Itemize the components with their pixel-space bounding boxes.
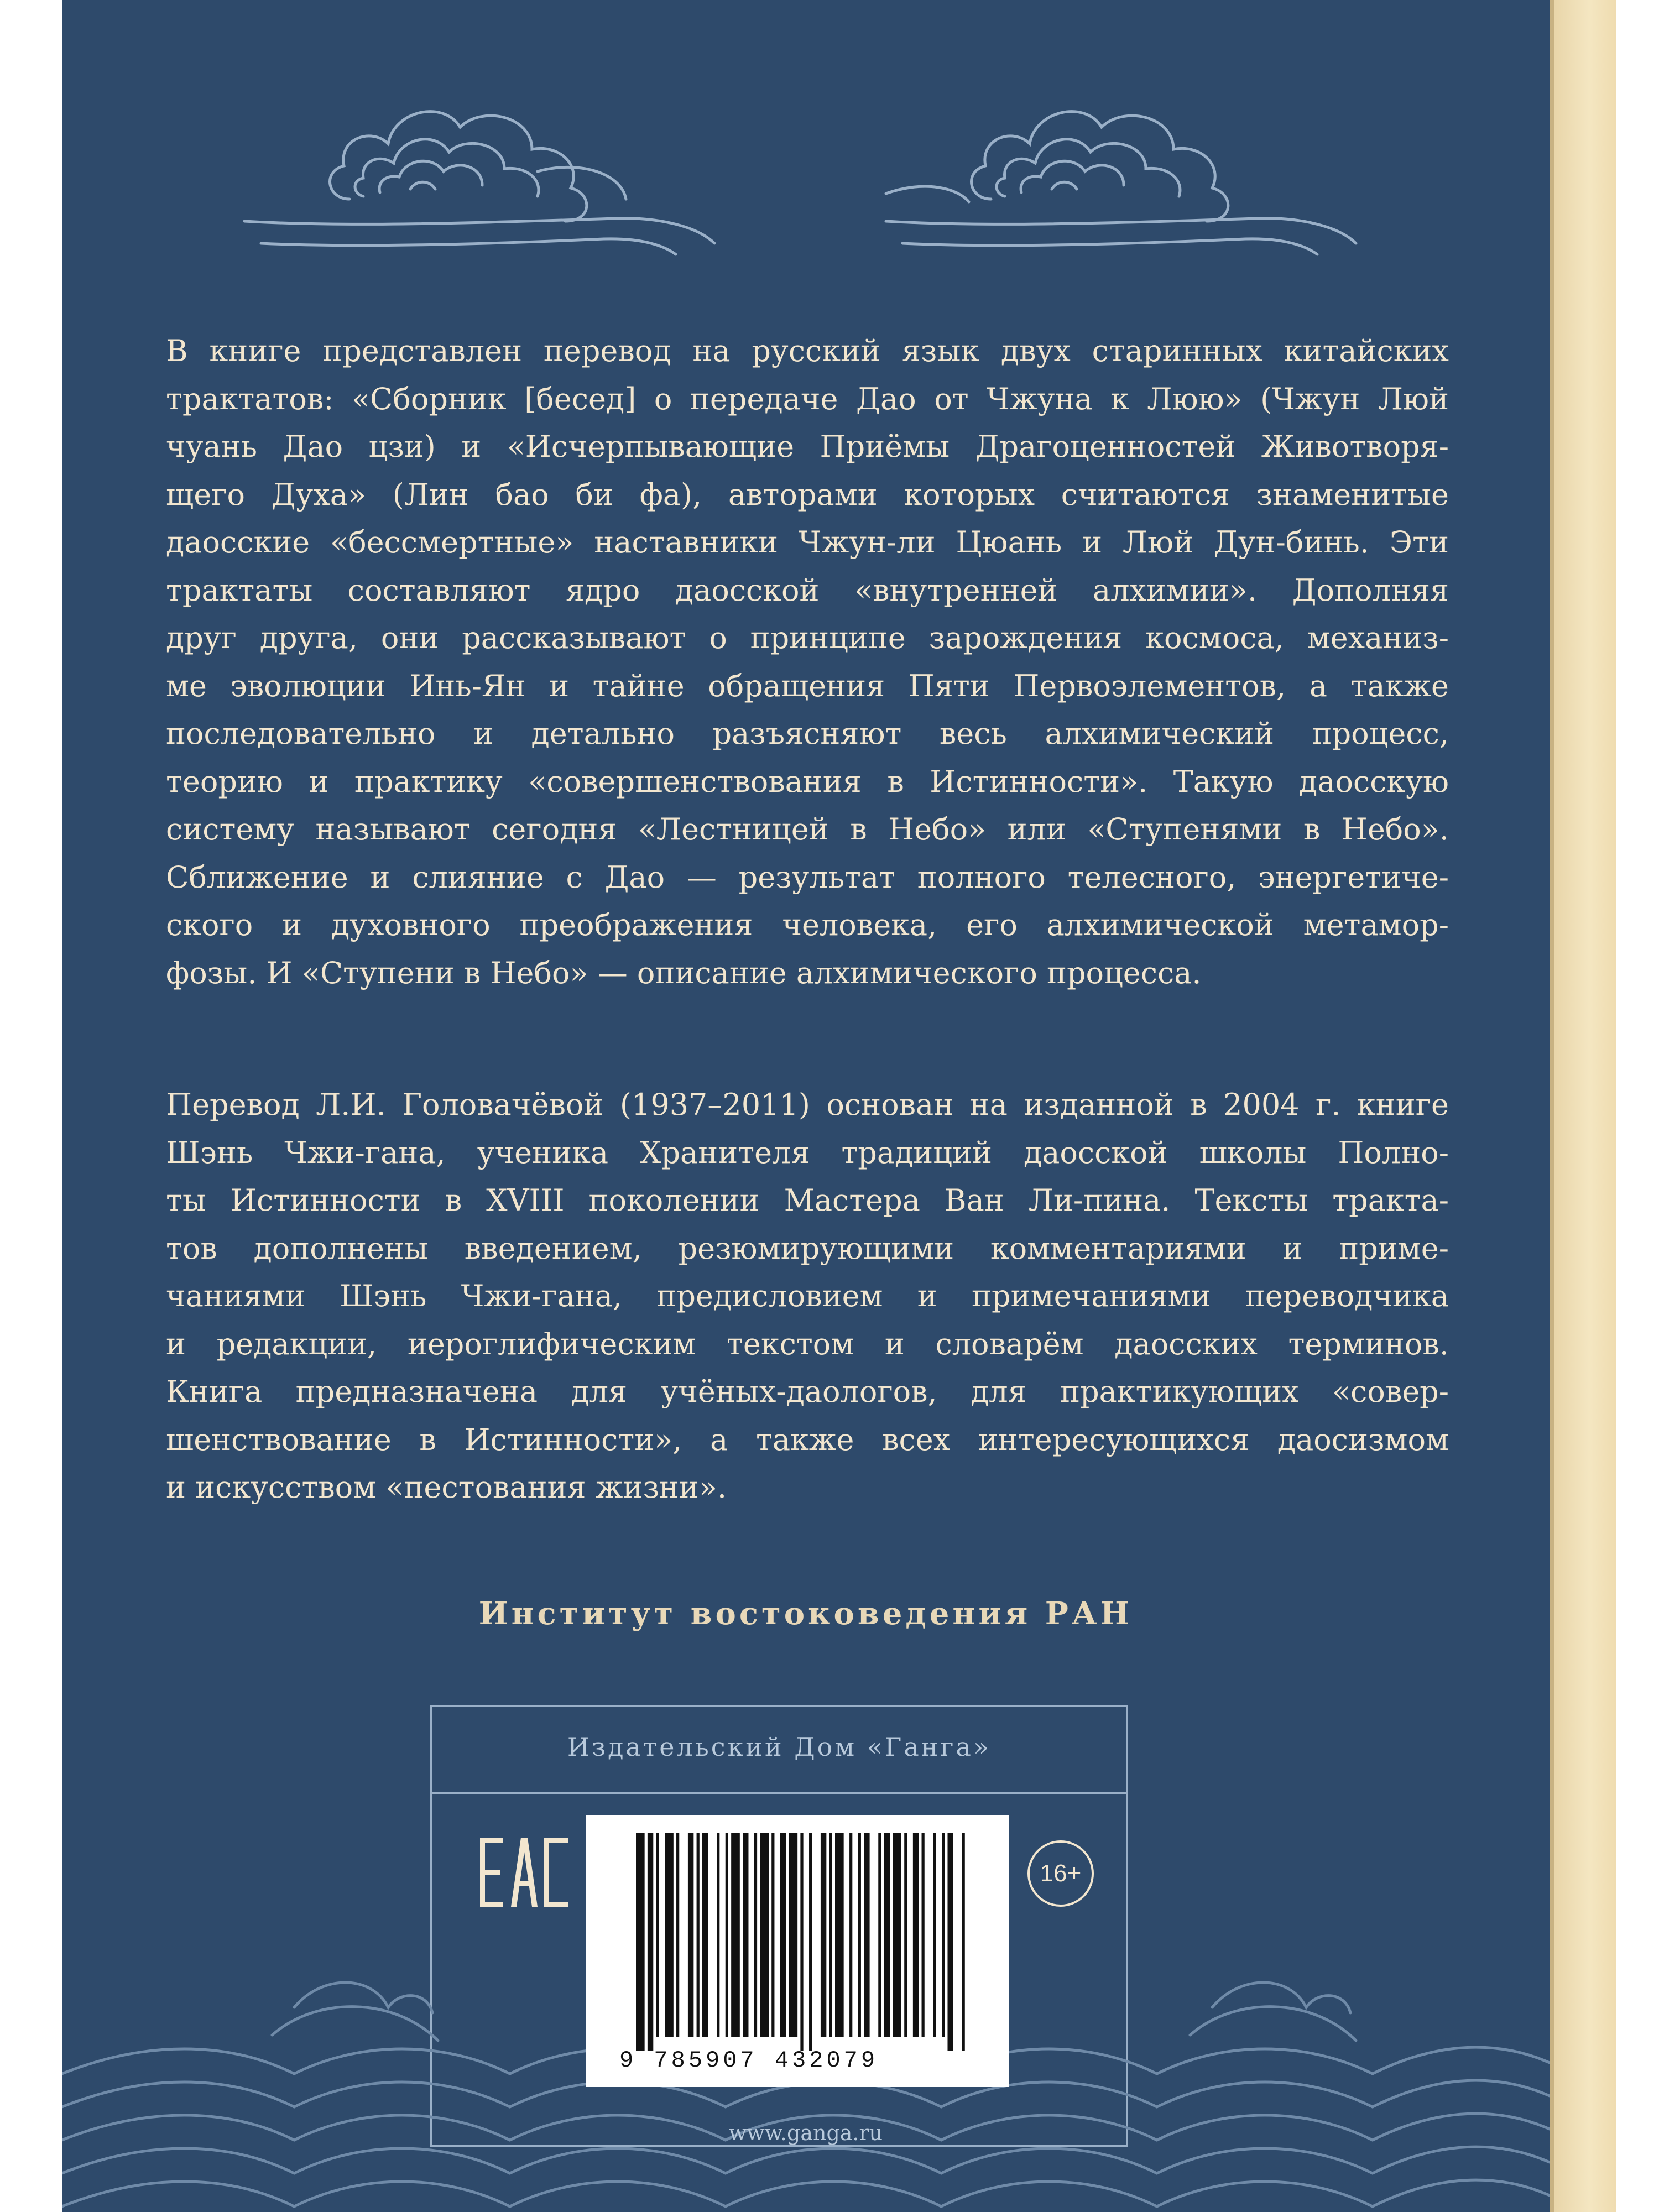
- barcode-bar: [830, 1833, 832, 2037]
- barcode-bar: [884, 1833, 890, 2037]
- barcode-bar: [933, 1833, 936, 2037]
- text-line: и искусством «пестования жизни».: [166, 1470, 727, 1505]
- barcode-bar: [743, 1833, 748, 2037]
- cloud-ornament-icon: [62, 61, 1550, 271]
- barcode-bar: [760, 1833, 769, 2037]
- barcode-bar: [835, 1833, 844, 2037]
- barcode-icon: [636, 1833, 968, 2051]
- text-line: В книге представлен перевод на русский язык двух старинных китайских: [166, 333, 1449, 368]
- text-line: даосские «бессмертные» наставники Чжун-ли Цюань и Люй Дун-бинь. Эти: [166, 525, 1449, 560]
- text-line: чуань Дао цзи) и «Исчерпывающие Приёмы Драгоценностей Животворя-: [166, 429, 1449, 464]
- barcode-bar: [648, 1833, 653, 2051]
- barcode-bar: [962, 1833, 965, 2051]
- barcode-bar: [697, 1833, 700, 2037]
- text-line: фозы. И «Ступени в Небо» — описание алхимического процесса.: [166, 955, 1202, 990]
- barcode-number: 9 785907 432079: [619, 2047, 879, 2074]
- barcode-bar: [864, 1833, 869, 2037]
- text-line: трактаты составляют ядро даосской «внутренней алхимии». Дополняя: [166, 572, 1449, 608]
- barcode-bar: [878, 1833, 881, 2037]
- barcode-bar: [789, 1833, 798, 2037]
- publisher-divider: [430, 1792, 1128, 1794]
- barcode-bar: [726, 1833, 728, 2037]
- cover-edge-shadow: [1550, 0, 1554, 2212]
- text-line: теорию и практику «совершенствования в Истинности». Такую даосскую: [166, 764, 1449, 799]
- eac-mark-icon: [480, 1838, 568, 1907]
- text-line: ского и духовного преображения человека, его алхимической метамор-: [166, 907, 1449, 942]
- barcode-bar: [688, 1833, 693, 2037]
- text-line: трактатов: «Сборник [бесед] о передаче Дао от Чжуна к Люю» (Чжун Люй: [166, 381, 1449, 416]
- barcode-bar: [849, 1833, 852, 2037]
- text-line: Книга предназначена для учёных-даологов, для практикующих «совер-: [166, 1374, 1449, 1409]
- barcode-bar: [676, 1833, 679, 2037]
- text-line: Сближение и слияние с Дао — результат полного телесного, энергетиче-: [166, 859, 1449, 895]
- barcode-bar: [636, 1833, 645, 2051]
- institute-name: Институт востоковедения РАН: [478, 1595, 1133, 1632]
- barcode-bar: [754, 1833, 757, 2037]
- barcode-bar: [922, 1833, 925, 2037]
- barcode-bar: [821, 1833, 826, 2037]
- page-edge: [1550, 0, 1616, 2212]
- text-line: Шэнь Чжи-гана, ученика Хранителя традиций даосской школы Полно-: [166, 1135, 1449, 1170]
- text-line: и редакции, иероглифическим текстом и словарём даосских терминов.: [166, 1326, 1449, 1361]
- barcode-bar: [904, 1833, 907, 2037]
- barcode-bar: [771, 1833, 774, 2037]
- publisher-website: www.ganga.ru: [728, 2121, 883, 2145]
- text-line: ты Истинности в XVIII поколении Мастера Ван Ли-пина. Тексты тракта-: [166, 1183, 1449, 1218]
- text-line: щего Духа» (Лин бао би фа), авторами которых считаются знаменитые: [166, 477, 1449, 512]
- barcode-bar: [893, 1833, 901, 2037]
- barcode-bar: [947, 1833, 953, 2051]
- text-line: ме эволюции Инь-Ян и тайне обращения Пяти Первоэлементов, а также: [166, 668, 1449, 703]
- text-line: шенствование в Истинности», а также всех интересующихся даосизмом: [166, 1422, 1449, 1457]
- publisher-name: Издательский Дом «Ганга»: [567, 1732, 992, 1762]
- barcode-bar: [942, 1833, 945, 2037]
- text-line: тов дополнены введением, резюмирующими комментариями и приме-: [166, 1230, 1449, 1266]
- barcode-bar: [858, 1833, 861, 2037]
- barcode-bar: [809, 1833, 812, 2051]
- barcode-bar: [656, 1833, 659, 2037]
- text-line: Перевод Л.И. Головачёвой (1937–2011) основан на изданной в 2004 г. книге: [166, 1087, 1449, 1122]
- translation-paragraph: [166, 1081, 1449, 1512]
- text-line: последовательно и детально разъясняют весь алхимический процесс,: [166, 716, 1449, 751]
- barcode-bar: [717, 1833, 719, 2037]
- barcode-bar: [731, 1833, 740, 2037]
- barcode-label: [586, 1815, 1009, 2087]
- text-line: систему называют сегодня «Лестницей в Небо» или «Ступенями в Небо».: [166, 812, 1449, 847]
- text-line: друг друга, они рассказывают о принципе зарождения космоса, механиз-: [166, 620, 1449, 655]
- age-rating-badge: 16+: [1027, 1840, 1094, 1907]
- barcode-bar: [913, 1833, 919, 2037]
- description-paragraph: [166, 327, 1449, 997]
- barcode-bar: [665, 1833, 674, 2037]
- barcode-bar: [780, 1833, 786, 2037]
- barcode-bar: [702, 1833, 708, 2037]
- text-line: чаниями Шэнь Чжи-гана, предисловием и примечаниями переводчика: [166, 1279, 1449, 1313]
- barcode-bar: [800, 1833, 803, 2051]
